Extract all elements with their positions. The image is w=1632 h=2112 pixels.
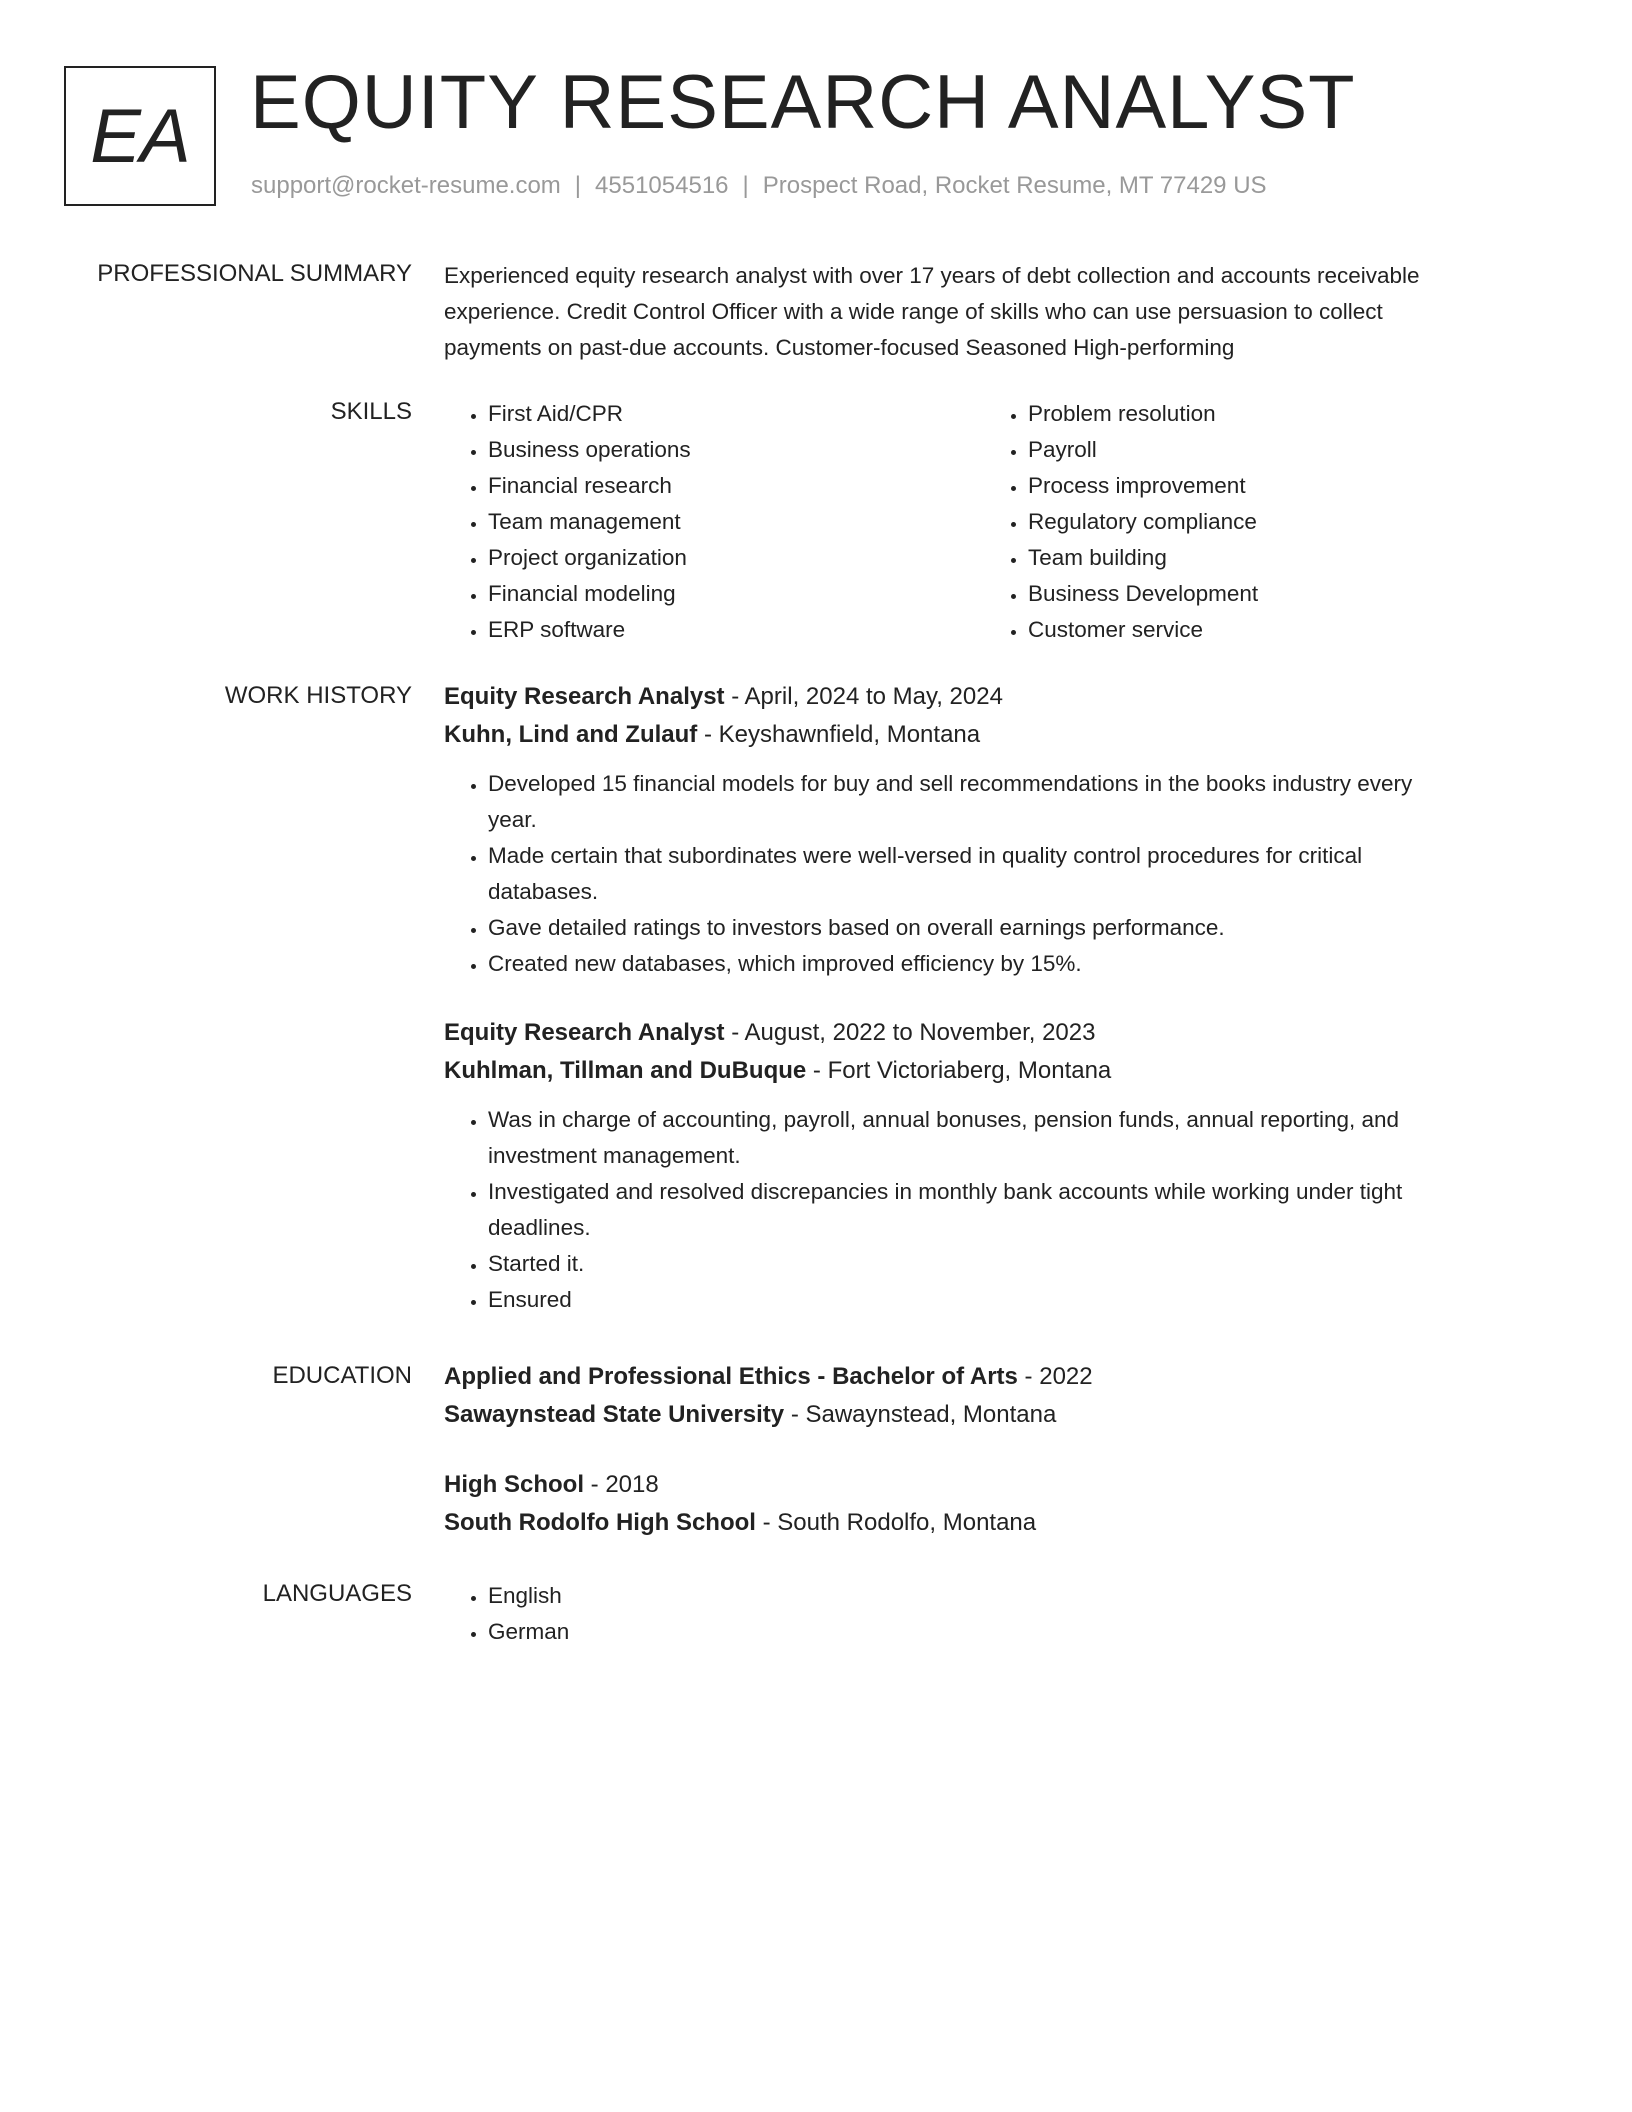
skills-label: SKILLS bbox=[330, 398, 412, 425]
job-title-line bbox=[444, 678, 1524, 716]
job-bullet bbox=[488, 1246, 1524, 1282]
skills-list-left bbox=[444, 396, 984, 648]
work-body bbox=[444, 678, 1524, 1318]
edu-degree-line bbox=[444, 1466, 1524, 1504]
edu-year: - 2022 bbox=[1017, 1363, 1093, 1390]
edu-school-line bbox=[444, 1504, 1524, 1542]
job-title-line bbox=[444, 1014, 1524, 1052]
bullet-line: Was in charge of accounting, payroll, annual bonuses, pension funds, annual reporting, and bbox=[488, 1107, 1400, 1132]
contact-phone: 4551054516 bbox=[595, 172, 729, 199]
edu-degree: Applied and Professional Ethics - Bachelor of Arts bbox=[444, 1363, 1018, 1390]
job-bullet bbox=[488, 766, 1524, 838]
education-entry bbox=[444, 1466, 1524, 1542]
skill-item: • Team management bbox=[488, 504, 984, 540]
resume-title: EQUITY RESEARCH ANALYST bbox=[250, 60, 1356, 145]
job-bullet bbox=[488, 1174, 1524, 1246]
job-bullet bbox=[488, 946, 1524, 982]
job-entry bbox=[444, 1014, 1524, 1318]
job-bullet bbox=[488, 910, 1524, 946]
job-bullets bbox=[444, 766, 1524, 982]
summary-body bbox=[444, 258, 1524, 366]
education-entry bbox=[444, 1358, 1524, 1434]
work-label: WORK HISTORY bbox=[224, 682, 412, 709]
job-bullet bbox=[488, 838, 1524, 910]
languages-label: LANGUAGES bbox=[262, 1580, 412, 1607]
contact-separator: | bbox=[574, 172, 582, 199]
job-company-line bbox=[444, 1052, 1524, 1090]
job-title: Equity Research Analyst bbox=[444, 683, 725, 710]
edu-location: - Sawaynstead, Montana bbox=[784, 1401, 1057, 1428]
education-body bbox=[444, 1358, 1524, 1542]
skill-item: • ERP software bbox=[488, 612, 984, 648]
monogram-initials: EA bbox=[90, 93, 190, 179]
skill-item: • Financial research bbox=[488, 468, 984, 504]
job-dates: - April, 2024 to May, 2024 bbox=[724, 683, 1003, 710]
bullet-line: databases. bbox=[488, 879, 599, 904]
skill-item: • Payroll bbox=[1028, 432, 1524, 468]
summary-text bbox=[444, 258, 1524, 366]
job-bullet bbox=[488, 1282, 1524, 1318]
contact-email: support@rocket-resume.com bbox=[251, 172, 561, 199]
edu-location: - South Rodolfo, Montana bbox=[755, 1509, 1037, 1536]
skills-body bbox=[444, 396, 1524, 648]
job-company: Kuhlman, Tillman and DuBuque bbox=[444, 1057, 807, 1084]
skill-item: • Problem resolution bbox=[1028, 396, 1524, 432]
language-item: • English bbox=[488, 1578, 1524, 1614]
summary-line: payments on past-due accounts. Customer-focused Seasoned High-performing bbox=[444, 335, 1235, 360]
skill-item: • Financial modeling bbox=[488, 576, 984, 612]
contact-address: Prospect Road, Rocket Resume, MT 77429 US bbox=[762, 172, 1267, 199]
summary-line: Experienced equity research analyst with over 17 years of debt collection and accounts receivable bbox=[444, 263, 1420, 288]
languages-list bbox=[444, 1578, 1524, 1650]
edu-degree: High School bbox=[444, 1471, 584, 1498]
languages-body bbox=[444, 1578, 1524, 1650]
bullet-line: investment management. bbox=[488, 1143, 741, 1168]
job-company: Kuhn, Lind and Zulauf bbox=[444, 721, 698, 748]
job-dates: - August, 2022 to November, 2023 bbox=[724, 1019, 1096, 1046]
skill-item: • Team building bbox=[1028, 540, 1524, 576]
bullet-line: Gave detailed ratings to investors based on overall earnings performance. bbox=[488, 915, 1225, 940]
bullet-line: Started it. bbox=[488, 1251, 585, 1276]
skills-list-right bbox=[984, 396, 1524, 648]
job-company-line bbox=[444, 716, 1524, 754]
job-bullet bbox=[488, 1102, 1524, 1174]
bullet-line: Investigated and resolved discrepancies in monthly bank accounts while working under tight bbox=[488, 1179, 1403, 1204]
bullet-line: Created new databases, which improved efficiency by 15%. bbox=[488, 951, 1082, 976]
contact-line bbox=[251, 172, 1267, 200]
language-item: • German bbox=[488, 1614, 1524, 1650]
skill-item: • Customer service bbox=[1028, 612, 1524, 648]
job-bullets bbox=[444, 1102, 1524, 1318]
edu-school-line bbox=[444, 1396, 1524, 1434]
skill-item: • Project organization bbox=[488, 540, 984, 576]
job-title: Equity Research Analyst bbox=[444, 1019, 725, 1046]
summary-label: PROFESSIONAL SUMMARY bbox=[97, 260, 412, 287]
edu-degree-line bbox=[444, 1358, 1524, 1396]
bullet-line: Made certain that subordinates were well-versed in quality control procedures for critical bbox=[488, 843, 1363, 868]
edu-school: Sawaynstead State University bbox=[444, 1401, 785, 1428]
job-entry bbox=[444, 678, 1524, 982]
summary-line: experience. Credit Control Officer with a wide range of skills who can use persuasion to collect bbox=[444, 299, 1383, 324]
contact-separator: | bbox=[742, 172, 749, 199]
edu-year: - 2018 bbox=[584, 1471, 659, 1498]
skill-item: • Business operations bbox=[488, 432, 984, 468]
bullet-line: deadlines. bbox=[488, 1215, 591, 1240]
education-label: EDUCATION bbox=[272, 1362, 412, 1389]
skill-item: • Process improvement bbox=[1028, 468, 1524, 504]
skill-item: • Regulatory compliance bbox=[1028, 504, 1524, 540]
monogram-box bbox=[64, 66, 216, 206]
skill-item: • Business Development bbox=[1028, 576, 1524, 612]
bullet-line: year. bbox=[488, 807, 537, 832]
job-location: - Fort Victoriaberg, Montana bbox=[806, 1057, 1112, 1084]
bullet-line: Developed 15 financial models for buy and sell recommendations in the books industry every bbox=[488, 771, 1413, 796]
bullet-line: Ensured bbox=[488, 1287, 572, 1312]
edu-school: South Rodolfo High School bbox=[444, 1509, 756, 1536]
job-location: - Keyshawnfield, Montana bbox=[697, 721, 981, 748]
skill-item: • First Aid/CPR bbox=[488, 396, 984, 432]
